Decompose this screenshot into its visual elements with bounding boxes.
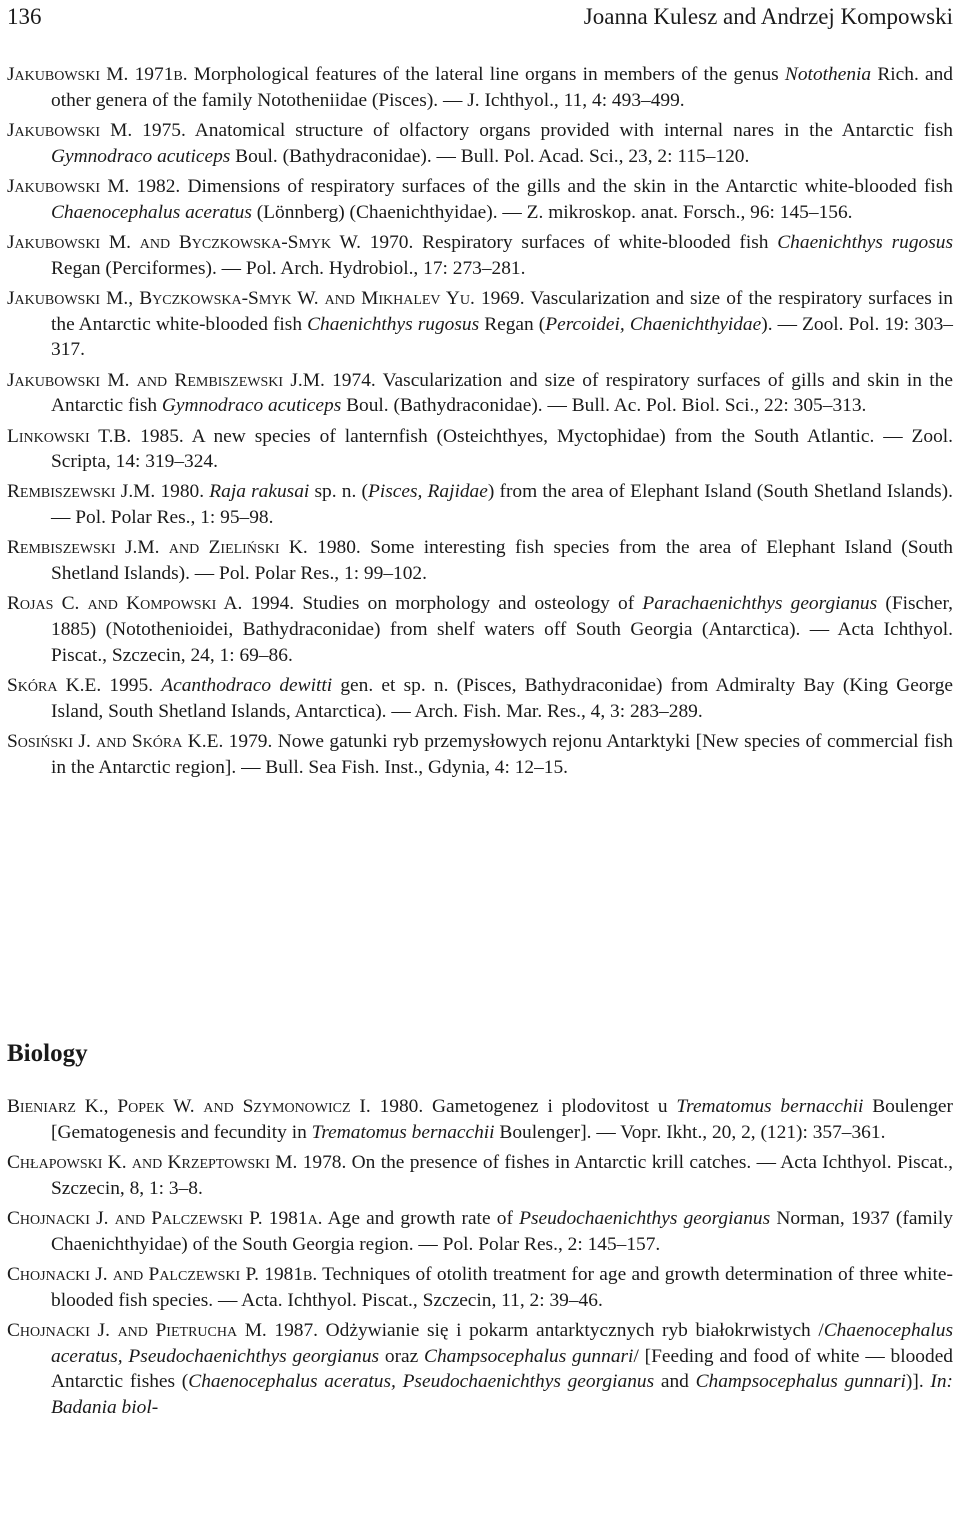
section-heading: Biology bbox=[7, 1040, 88, 1067]
reference-list-biology bbox=[7, 1094, 953, 1425]
reference-entry: Sosiński J. and Skóra K.E. 1979. Nowe gatunki ryb przemysłowych rejonu Antarktyki [New species of commercial fish in the Antarctic region]. — Bull. Sea Fish. Inst., Gdynia, 4: 12–15. bbox=[7, 731, 953, 778]
reference-entry: Rembiszewski J.M. 1980. Raja rakusai sp. n. (Pisces, Rajidae) from the area of Elephant Island (South Shetland Islands). — Pol. Polar Res., 1: 95–98. bbox=[7, 481, 953, 529]
reference-entry: Jakubowski M. and Rembiszewski J.M. 1974. Vascularization and size of respiratory surfaces of gills and skin in the Antarctic fish Gymnodraco acuticeps Boul. (Bathydraconidae). — Bull. Ac. Pol. Biol. Sci., 22: 305–313. bbox=[7, 369, 953, 417]
reference-entry: Chojnacki J. and Pietrucha M. 1987. Odżywianie się i pokarm antarktycznych ryb białokrwistych /Chaenocephalus aceratus, Pseudochaenichthys georgianus oraz Champsocephalus gunnari/ [Feeding and food of white — blooded Antarctic fishes (Chaenocephalus aceratus, Pseudochaenichthys georgianus and Champsocephalus gunnari)]. In: Badania biol- bbox=[7, 1319, 954, 1418]
reference-entry: Jakubowski M. 1982. Dimensions of respiratory surfaces of the gills and the skin in the Antarctic white-blooded fish Chaenocephalus aceratus (Lönnberg) (Chaenichthyidae). — Z. mikroskop. anat. Forsch., 96: 145–156. bbox=[7, 175, 953, 223]
reference-entry: Jakubowski M., Byczkowska-Smyk W. and Mikhalev Yu. 1969. Vascularization and size of the respiratory surfaces in the Antarctic white-blooded fish Chaenichthys rugosus Regan (Percoidei, Chaenichthyidae). — Zool. Pol. 19: 303–317. bbox=[7, 287, 953, 361]
reference-entry: Jakubowski M. 1975. Anatomical structure of olfactory organs provided with internal nares in the Antarctic fish Gymnodraco acuticeps Boul. (Bathydraconidae). — Bull. Pol. Acad. Sci., 23, 2: 115–120. bbox=[7, 119, 953, 167]
reference-entry: Chojnacki J. and Palczewski P. 1981b. Techniques of otolith treatment for age and growth determination of three white-blooded fish species. — Acta. Ichthyol. Piscat., Szczecin, 11, 2: 39–46. bbox=[7, 1263, 953, 1311]
running-head: Joanna Kulesz and Andrzej Kompowski bbox=[583, 4, 953, 29]
reference-entry: Rojas C. and Kompowski A. 1994. Studies on morphology and osteology of Parachaenichthys georgianus (Fischer, 1885) (Notothenioidei, Bathydraconidae) from shelf waters off South Georgia (Antarctica). — Acta Ichthyol. Piscat., Szczecin, 24, 1: 69–86. bbox=[7, 593, 953, 666]
page-number: 136 bbox=[7, 4, 42, 29]
reference-list-top bbox=[7, 62, 953, 785]
reference-entry: Linkowski T.B. 1985. A new species of lanternfish (Osteichthyes, Myctophidae) from the South Atlantic. — Zool. Scripta, 14: 319–324. bbox=[7, 425, 954, 473]
reference-entry: Jakubowski M. and Byczkowska-Smyk W. 1970. Respiratory surfaces of white-blooded fish Chaenichthys rugosus Regan (Perciformes). — Pol. Arch. Hydrobiol., 17: 273–281. bbox=[7, 231, 953, 279]
page-header bbox=[7, 2, 953, 32]
reference-entry: Skóra K.E. 1995. Acanthodraco dewitti gen. et sp. n. (Pisces, Bathydraconidae) from Admiralty Bay (King George Island, South Shetland Islands, Antarctica). — Arch. Fish. Mar. Res., 4, 3: 283–289. bbox=[7, 675, 953, 722]
reference-entry: Bieniarz K., Popek W. and Szymonowicz I. 1980. Gametogenez i plodovitost u Trematomus bernacchii Boulenger [Gematogenesis and fecundity in Trematomus bernacchii Boulenger]. — Vopr. Ikht., 20, 2, (121): 357–361. bbox=[7, 1096, 953, 1143]
reference-entry: Jakubowski M. 1971b. Morphological features of the lateral line organs in members of the genus Notothenia Rich. and other genera of the family Nototheniidae (Pisces). — J. Ichthyol., 11, 4: 493–499. bbox=[7, 64, 954, 111]
reference-entry: Chłapowski K. and Krzeptowski M. 1978. On the presence of fishes in Antarctic krill catches. — Acta Ichthyol. Piscat., Szczecin, 8, 1: 3–8. bbox=[7, 1151, 953, 1199]
reference-entry: Chojnacki J. and Palczewski P. 1981a. Age and growth rate of Pseudochaenichthys georgianus Norman, 1937 (family Chaenichthyidae) of the South Georgia region. — Pol. Polar Res., 2: 145–157. bbox=[7, 1207, 953, 1255]
reference-entry: Rembiszewski J.M. and Zieliński K. 1980. Some interesting fish species from the area of Elephant Island (South Shetland Islands). — Pol. Polar Res., 1: 99–102. bbox=[7, 537, 953, 585]
